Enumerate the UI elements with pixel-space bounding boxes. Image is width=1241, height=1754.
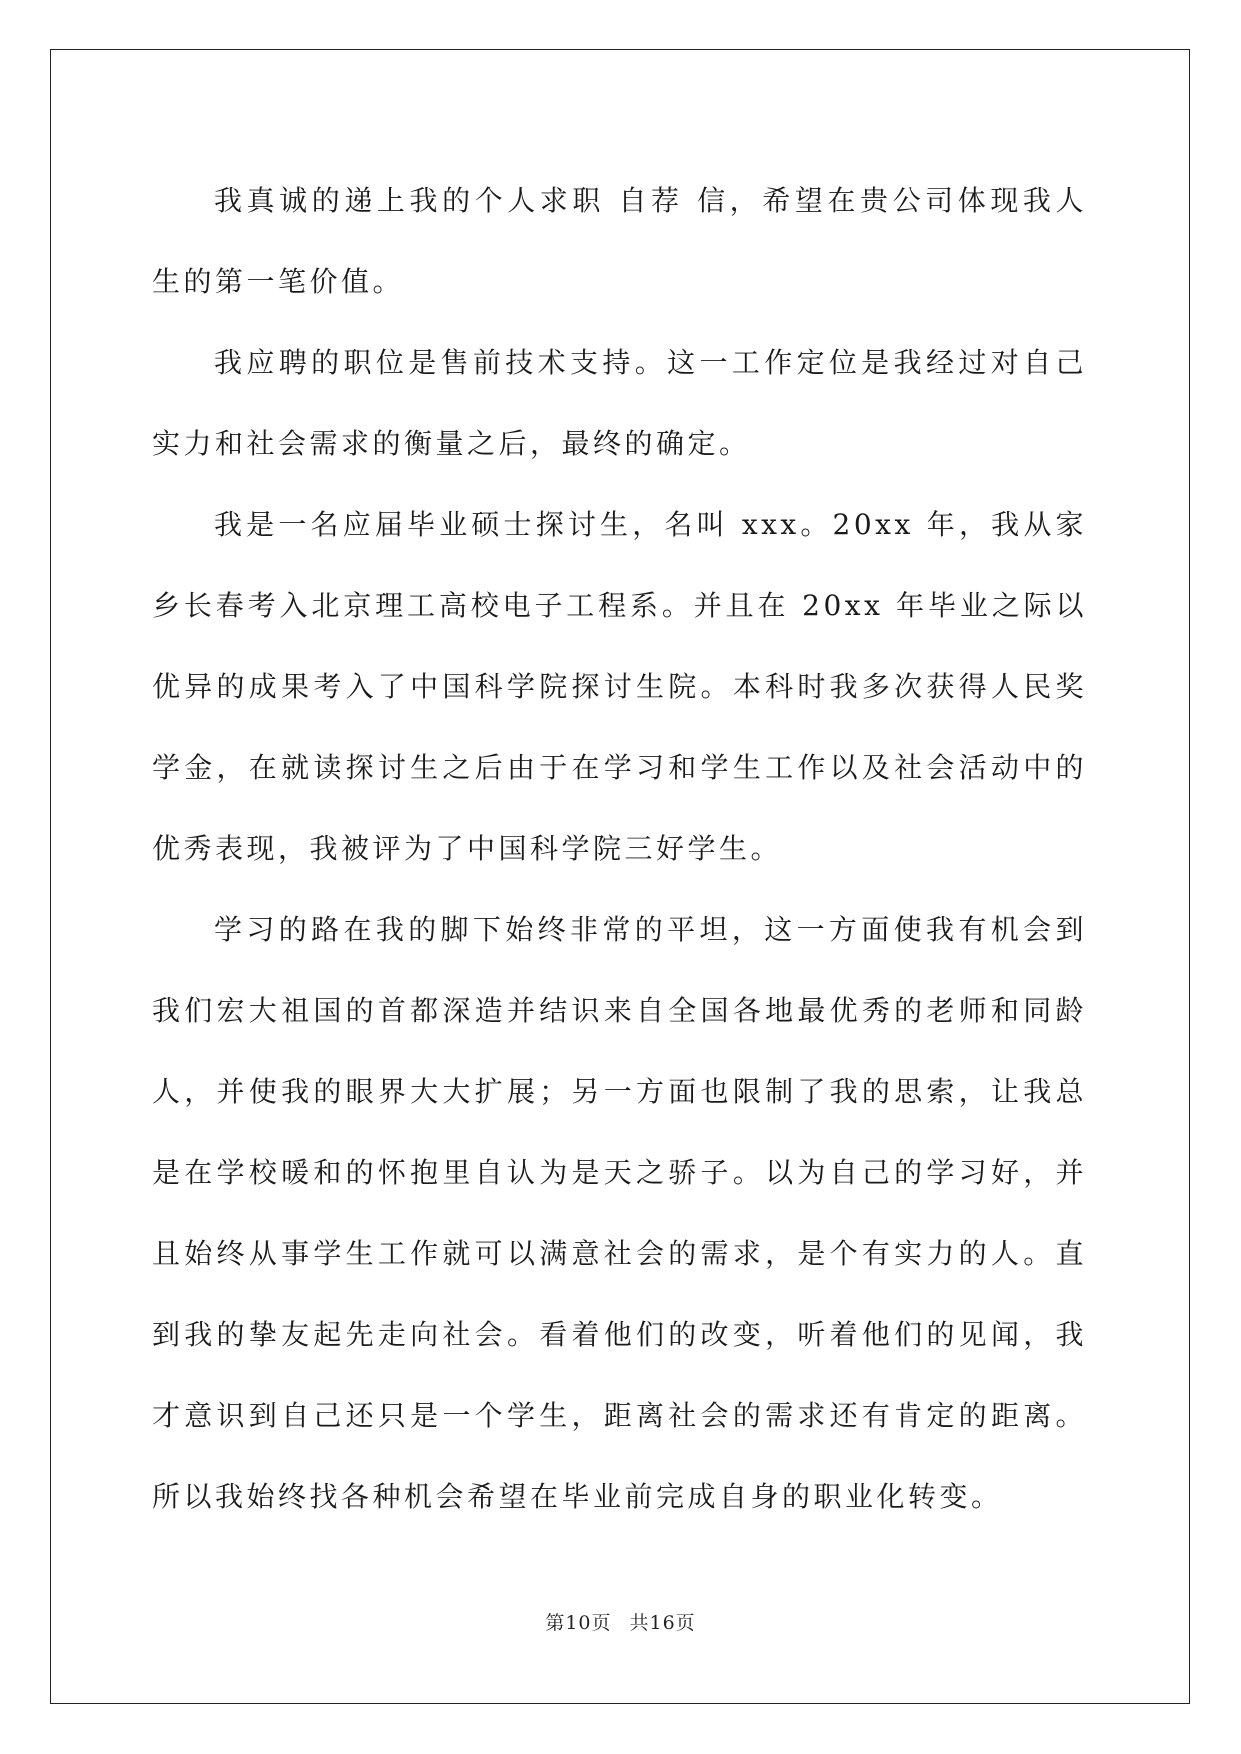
paragraph-1: 我真诚的递上我的个人求职 自荐 信，希望在贵公司体现我人生的第一笔价值。 [152,184,1087,298]
document-body [152,160,1087,1537]
paragraph-4: 学习的路在我的脚下始终非常的平坦，这一方面使我有机会到我们宏大祖国的首都深造并结识来自全国各地最优秀的老师和同龄人，并使我的眼界大大扩展；另一方面也限制了我的思索，让我总是在学校暖和的怀抱里自认为是天之骄子。以为自己的学习好，并且始终从事学生工作就可以满意社会的需求，是个有实力的人。直到我的挚友起先走向社会。看着他们的改变，听着他们的见闻，我才意识到自己还只是一个学生，距离社会的需求还有肯定的距离。所以我始终找各种机会希望在毕业前完成自身的职业化转变。 [152,913,1087,1513]
paragraph-3: 我是一名应届毕业硕士探讨生，名叫 xxx。20xx 年，我从家乡长春考入北京理工高校电子工程系。并且在 20xx 年毕业之际以优异的成果考入了中国科学院探讨生院。本科时我多次获得人民奖学金，在就读探讨生之后由于在学习和学生工作以及社会活动中的优秀表现，我被评为了中国科学院三好学生。 [152,508,1087,865]
page-number: 第10页 [545,1612,612,1634]
paragraph-2: 我应聘的职位是售前技术支持。这一工作定位是我经过对自己实力和社会需求的衡量之后，最终的确定。 [152,346,1087,460]
page-total: 共16页 [629,1612,696,1634]
page-footer [0,1608,1241,1635]
